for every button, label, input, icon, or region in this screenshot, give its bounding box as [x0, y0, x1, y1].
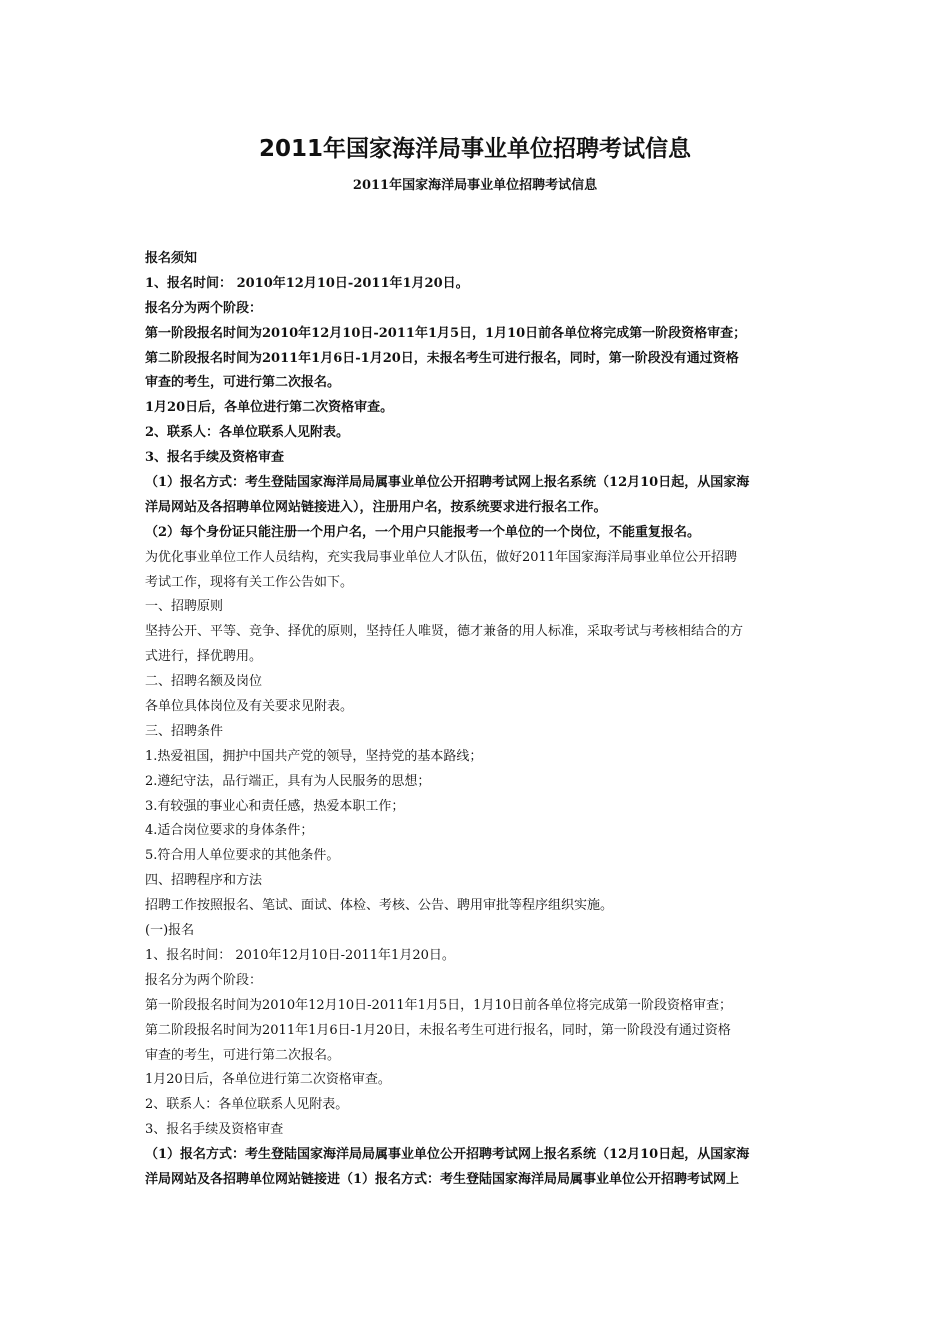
paragraph-line: 式进行，择优聘用。: [145, 649, 263, 665]
paragraph-line: 审查的考生，可进行第二次报名。: [145, 1047, 341, 1063]
paragraph-line: 坚持公开、平等、竞争、择优的原则，坚持任人唯贤，德才兼备的用人标准，采取考试与考核相结合的方: [145, 624, 744, 640]
paragraph-line: 四、招聘程序和方法: [145, 873, 263, 889]
paragraph-line: 三、招聘条件: [145, 723, 224, 739]
paragraph-line: 第二阶段报名时间为2011年1月6日-1月20日，未报名考生可进行报名，同时，第一阶段没有通过资格: [145, 1022, 731, 1038]
paragraph-line: 2、联系人：各单位联系人见附表。: [145, 1097, 349, 1113]
paragraph-line: 第一阶段报名时间为2010年12月10日-2011年1月5日，1月10日前各单位将完成第一阶段资格审查；: [145, 325, 747, 341]
paragraph-line: 为优化事业单位工作人员结构，充实我局事业单位人才队伍，做好2011年国家海洋局事业单位公开招聘: [145, 549, 738, 565]
paragraph-line: （2）每个身份证只能注册一个用户名，一个用户只能报考一个单位的一个岗位，不能重复报名。: [145, 524, 701, 540]
paragraph-line: （1）报名方式：考生登陆国家海洋局局属事业单位公开招聘考试网上报名系统（12月10日起，从国家海: [145, 1147, 750, 1163]
paragraph-line: 1.热爱祖国，拥护中国共产党的领导，坚持党的基本路线；: [145, 748, 483, 764]
paragraph-line: 第二阶段报名时间为2011年1月6日-1月20日，未报名考生可进行报名，同时，第一阶段没有通过资格: [145, 350, 739, 366]
paragraph-line: 报名须知: [145, 251, 198, 266]
paragraph-line: 洋局网站及各招聘单位网站链接进（1）报名方式：考生登陆国家海洋局局属事业单位公开招聘考试网上: [145, 1171, 740, 1187]
document-title: 2011年国家海洋局事业单位招聘考试信息: [258, 136, 691, 162]
paragraph-line: 一、招聘原则: [145, 599, 224, 615]
paragraph-line: 1、报名时间： 2010年12月10日-2011年1月20日。: [145, 947, 455, 963]
paragraph-line: (一)报名: [145, 923, 195, 939]
paragraph-line: 洋局网站及各招聘单位网站链接进入），注册用户名，按系统要求进行报名工作。: [145, 499, 607, 515]
paragraph-line: 3、报名手续及资格审查: [145, 1122, 284, 1138]
document-body: [145, 247, 810, 1193]
paragraph-line: 考试工作，现将有关工作公告如下。: [145, 574, 354, 590]
paragraph-line: 报名分为两个阶段：: [145, 300, 263, 316]
paragraph-line: 审查的考生，可进行第二次报名。: [145, 375, 341, 391]
document-subtitle: 2011年国家海洋局事业单位招聘考试信息: [352, 178, 598, 193]
paragraph-line: 报名分为两个阶段：: [145, 972, 263, 988]
paragraph-line: 2.遵纪守法，品行端正，具有为人民服务的思想；: [145, 773, 431, 789]
paragraph-line: 3.有较强的事业心和责任感，热爱本职工作；: [145, 798, 405, 814]
paragraph-line: 二、招聘名额及岗位: [145, 674, 263, 690]
paragraph-line: 2、联系人：各单位联系人见附表。: [145, 425, 350, 441]
paragraph-line: 5.符合用人单位要求的其他条件。: [145, 848, 340, 864]
paragraph-line: 3、报名手续及资格审查: [145, 450, 285, 466]
paragraph-line: 1月20日后，各单位进行第二次资格审查。: [145, 1072, 391, 1088]
paragraph-line: 4.适合岗位要求的身体条件；: [145, 823, 314, 839]
paragraph-line: 1月20日后，各单位进行第二次资格审查。: [145, 400, 394, 416]
paragraph-line: （1）报名方式：考生登陆国家海洋局局属事业单位公开招聘考试网上报名系统（12月10日起，从国家海: [145, 475, 750, 491]
paragraph-line: 各单位具体岗位及有关要求见附表。: [145, 699, 354, 715]
paragraph-line: 1、报名时间： 2010年12月10日-2011年1月20日。: [145, 275, 469, 291]
paragraph-line: 招聘工作按照报名、笔试、面试、体检、考核、公告、聘用审批等程序组织实施。: [145, 898, 614, 914]
paragraph-line: 第一阶段报名时间为2010年12月10日-2011年1月5日，1月10日前各单位将完成第一阶段资格审查；: [145, 997, 732, 1013]
